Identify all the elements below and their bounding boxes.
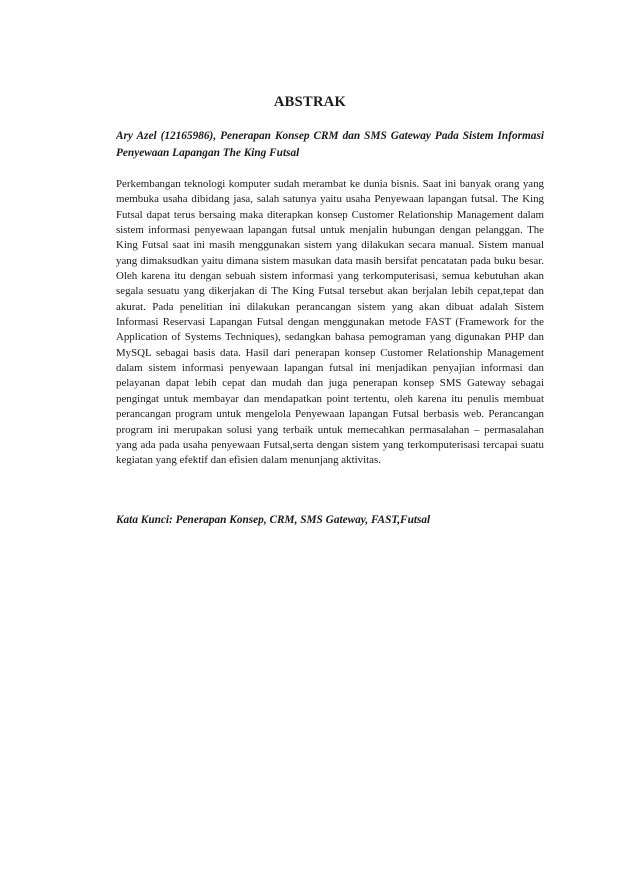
page-title: ABSTRAK (273, 94, 347, 110)
author-title-line: Ary Azel (12165986), Penerapan Konsep CRM dan SMS Gateway Pada Sistem Informasi Penyewaan Lapangan The King Futsal (116, 130, 544, 159)
keywords-line: Kata Kunci: Penerapan Konsep, CRM, SMS Gateway, FAST,Futsal (116, 514, 431, 526)
abstract-paragraph: Perkembangan teknologi komputer sudah merambat ke dunia bisnis. Saat ini banyak orang yang membuka usaha dibidang jasa, salah satunya yaitu usaha Penyewaan lapangan futsal. The King Futsal dapat terus bersaing maka diterapkan konsep Customer Relationship Management dalam sistem informasi penyewaan lapangan futsal untuk menjalin hubungan dengan pelanggan. The King Futsal saat ini masih menggunakan sistem yang dilakukan secara manual. Sistem manual yang dimaksudkan yaitu dimana sistem masukan data masih bersifat pencatatan pada buku besar. Oleh karena itu dengan sebuah sistem informasi yang terkomputerisasi, semua kebutuhan akan segala sesuatu yang dikerjakan di The King Futsal tersebut akan berjalan lebih cepat,tepat dan akurat. Pada penelitian ini dilakukan perancangan sistem yang akan dibuat adalah Sistem Informasi Reservasi Lapangan Futsal dengan menggunakan metode FAST (Framework for the Application of Systems Techniques), sedangkan bahasa pemograman yang digunakan PHP dan MySQL sebagai basis data. Hasil dari penerapan konsep Customer Relationship Management dalam sistem informasi penyewaan lapangan futsal ini menjadikan penyajian informasi dan pelayanan dapat lebih cepat dan mudah dan juga penerapan konsep SMS Gateway sebagai pengingat untuk membayar dan mendapatkan point tertentu, oleh karena itu penulis membuat perancangan program untuk mengelola Penyewaan lapangan Futsal berbasis web. Perancangan program ini merupakan solusi yang terbaik untuk memecahkan permasalahan – permasalahan yang ada pada usaha penyewaan Futsal,serta dengan sistem yang terkomputerisasi tercapai suatu kegiatan yang efektif dan efisien dalam menunjang aktivitas. (116, 178, 544, 467)
